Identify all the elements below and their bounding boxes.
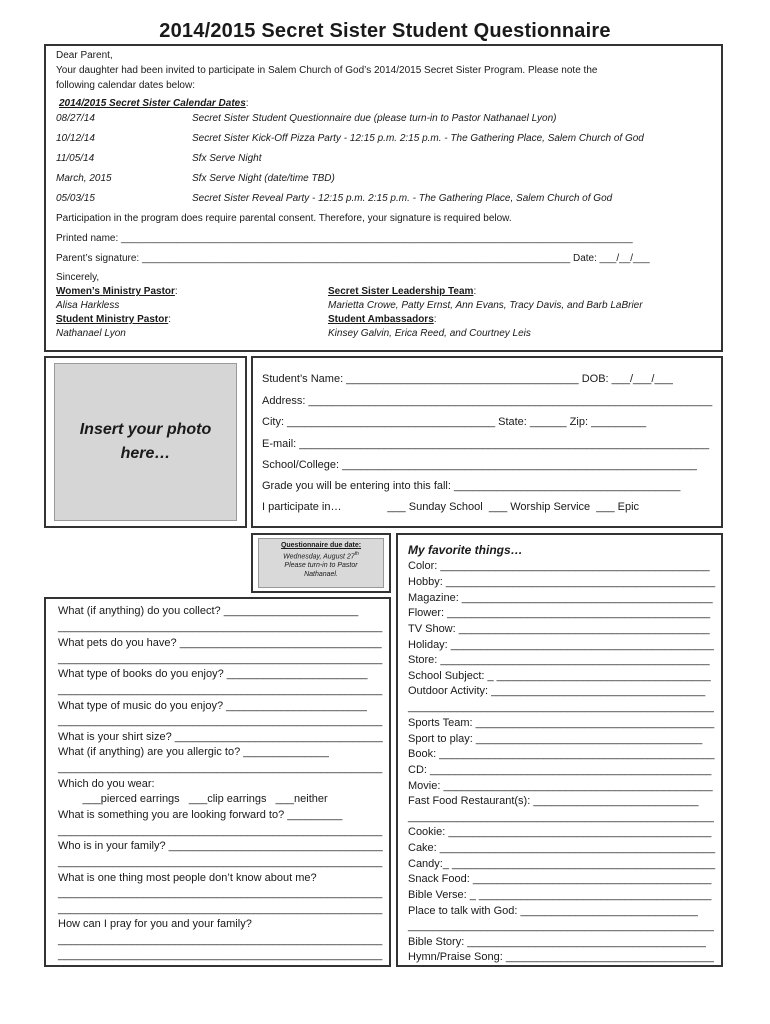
- consent-text: Participation in the program does require parental consent. Therefore, your signature is required below.: [56, 213, 512, 224]
- favorite-item[interactable]: Cookie: ___________________________________________: [408, 826, 712, 838]
- favorite-item[interactable]: Holiday: ___________________________________________: [408, 639, 714, 651]
- question-line[interactable]: _____________________________________________________: [58, 934, 383, 946]
- question-line[interactable]: What type of music do you enjoy? _______________________: [58, 700, 367, 712]
- event-date: March, 2015: [56, 173, 112, 184]
- question-line[interactable]: _____________________________________________________: [58, 887, 383, 899]
- question-line: What is one thing most people don’t know about me?: [58, 872, 317, 884]
- due-date-line3: Please turn-in to Pastor: [284, 562, 358, 570]
- favorite-item[interactable]: __________________________________________________: [408, 701, 714, 713]
- womens-pastor-label-text: Women’s Ministry Pastor: [56, 286, 175, 297]
- ambassadors-names: Kinsey Galvin, Erica Reed, and Courtney Leis: [328, 328, 531, 339]
- favorite-item[interactable]: Cake: _____________________________________________: [408, 842, 716, 854]
- student-pastor-label: [56, 314, 171, 325]
- question-line[interactable]: What is something you are looking forward to? _________: [58, 809, 343, 821]
- event-text: Secret Sister Reveal Party - 12:15 p.m. 2:15 p.m. - The Gathering Place, Salem Church of God: [192, 193, 613, 204]
- due-date-text: Wednesday, August 27: [283, 553, 355, 561]
- photo-line2: here…: [120, 445, 171, 462]
- event-date: 10/12/14: [56, 133, 95, 144]
- womens-pastor-label: [56, 286, 178, 297]
- calendar-heading-colon: :: [245, 98, 249, 109]
- calendar-heading-text: 2014/2015 Secret Sister Calendar Dates: [59, 98, 246, 109]
- student-name-field[interactable]: Student’s Name: ______________________________________ DOB: ___/___/___: [262, 373, 673, 385]
- label-colon: :: [433, 314, 437, 325]
- question-line[interactable]: _____________________________________________________: [58, 621, 383, 633]
- photo-placeholder[interactable]: [54, 363, 237, 521]
- favorite-item[interactable]: Magazine: _________________________________________: [408, 592, 713, 604]
- student-pastor-label-text: Student Ministry Pastor: [56, 314, 169, 325]
- event-text: Sfx Serve Night (date/time TBD): [192, 173, 335, 184]
- favorite-item[interactable]: Hymn/Praise Song: __________________________________: [408, 951, 714, 963]
- favorite-item[interactable]: Hobby: ____________________________________________: [408, 576, 716, 588]
- question-line[interactable]: What pets do you have? _________________________________: [58, 637, 382, 649]
- grade-field[interactable]: Grade you will be entering into this fall: _____________________________________: [262, 480, 681, 492]
- favorite-item[interactable]: __________________________________________________: [408, 811, 714, 823]
- question-line[interactable]: _____________________________________________________: [58, 762, 383, 774]
- question-line[interactable]: What type of books do you enjoy? _______________________: [58, 668, 368, 680]
- event-text: Secret Sister Kick-Off Pizza Party - 12:15 p.m. 2:15 p.m. - The Gathering Place, Salem Church of God: [192, 133, 644, 144]
- question-line: How can I pray for you and your family?: [58, 918, 252, 930]
- leadership-names: Marietta Crowe, Patty Ernst, Ann Evans, Tracy Davis, and Barb LaBrier: [328, 300, 643, 311]
- sincerely: Sincerely,: [56, 272, 100, 283]
- city-state-zip-field[interactable]: City: __________________________________ State: ______ Zip: _________: [262, 416, 647, 428]
- favorite-item[interactable]: Fast Food Restaurant(s): ___________________________: [408, 795, 699, 807]
- event-date: 11/05/14: [56, 153, 95, 164]
- favorite-item[interactable]: Bible Story: _______________________________________: [408, 936, 706, 948]
- letter-intro-line1: Your daughter had been invited to participate in Salem Church of God’s 2014/2015 Secret Sister Program. Please note the: [56, 65, 598, 76]
- photo-box: [44, 356, 247, 528]
- photo-line1: Insert your photo: [79, 421, 212, 438]
- question-line: Which do you wear:: [58, 778, 155, 790]
- question-line[interactable]: _____________________________________________________: [58, 903, 383, 915]
- label-colon: :: [174, 286, 178, 297]
- question-line[interactable]: Who is in your family? ___________________________________: [58, 840, 383, 852]
- due-date-line4: Nathanael.: [304, 571, 338, 579]
- parent-signature-field[interactable]: Parent’s signature: _____________________________________________________________________________ Date: ___/__/___: [56, 253, 650, 264]
- question-line[interactable]: What (if anything) are you allergic to? ______________: [58, 746, 329, 758]
- due-date-panel: [258, 538, 384, 588]
- favorite-item[interactable]: Flower: ___________________________________________: [408, 607, 711, 619]
- favorite-item[interactable]: Sport to play: _____________________________________: [408, 733, 703, 745]
- favorites-heading: My favorite things…: [408, 543, 523, 557]
- favorite-item[interactable]: Sports Team: _______________________________________: [408, 717, 715, 729]
- favorite-item[interactable]: Snack Food: _______________________________________: [408, 873, 712, 885]
- favorite-item[interactable]: __________________________________________________: [408, 920, 714, 932]
- favorite-item[interactable]: Bible Verse: _ ______________________________________: [408, 889, 712, 901]
- event-text: Secret Sister Student Questionnaire due (please turn-in to Pastor Nathanael Lyon): [192, 113, 557, 124]
- favorite-item[interactable]: Movie: ____________________________________________: [408, 780, 713, 792]
- favorite-item[interactable]: Color: ____________________________________________: [408, 560, 710, 572]
- letter-greeting: Dear Parent,: [56, 50, 113, 61]
- event-text: Sfx Serve Night: [192, 153, 262, 164]
- question-line[interactable]: What is your shirt size? __________________________________: [58, 731, 383, 743]
- student-info-box: [251, 356, 723, 528]
- womens-pastor-name: Alisa Harkless: [56, 300, 120, 311]
- page-title: 2014/2015 Secret Sister Student Questionnaire: [159, 20, 611, 42]
- favorites-box: [396, 533, 723, 967]
- participation-field[interactable]: I participate in… ___ Sunday School ___ Worship Service ___ Epic: [262, 501, 640, 513]
- ambassadors-label: [328, 314, 437, 325]
- question-line[interactable]: _____________________________________________________: [58, 949, 383, 961]
- label-colon: :: [473, 286, 477, 297]
- school-field[interactable]: School/College: __________________________________________________________: [262, 459, 697, 471]
- email-field[interactable]: E-mail: ___________________________________________________________________: [262, 438, 710, 450]
- question-line[interactable]: _____________________________________________________: [58, 715, 383, 727]
- favorite-item[interactable]: School Subject: _ ___________________________________: [408, 670, 711, 682]
- favorite-item[interactable]: CD: ______________________________________________: [408, 764, 712, 776]
- favorite-item[interactable]: TV Show: _________________________________________: [408, 623, 710, 635]
- favorite-item[interactable]: Outdoor Activity: ___________________________________: [408, 685, 706, 697]
- ambassadors-label-text: Student Ambassadors: [328, 314, 434, 325]
- question-line[interactable]: _____________________________________________________: [58, 856, 383, 868]
- due-date-heading: Questionnaire due date:: [280, 542, 362, 549]
- letter-intro-line2: following calendar dates below:: [56, 80, 195, 91]
- label-colon: :: [168, 314, 172, 325]
- event-date: 08/27/14: [56, 113, 95, 124]
- student-pastor-name: Nathanael Lyon: [56, 328, 126, 339]
- parent-letter-box: [44, 44, 723, 352]
- favorite-item[interactable]: Book: _____________________________________________: [408, 748, 715, 760]
- question-line[interactable]: _____________________________________________________: [58, 653, 383, 665]
- favorite-item[interactable]: Candy:_ ___________________________________________: [408, 858, 716, 870]
- earring-options[interactable]: ___pierced earrings ___clip earrings ___neither: [58, 793, 328, 805]
- questions-box: [44, 597, 391, 967]
- question-line[interactable]: _____________________________________________________: [58, 825, 383, 837]
- due-date-line2: [259, 551, 383, 560]
- due-date-box: [251, 533, 391, 593]
- address-field[interactable]: Address: __________________________________________________________________: [262, 395, 713, 407]
- calendar-heading: [59, 98, 249, 109]
- leadership-label: [328, 286, 476, 297]
- favorite-item[interactable]: Place to talk with God: _____________________________: [408, 905, 698, 917]
- question-line[interactable]: What (if anything) do you collect? ______________________: [58, 605, 359, 617]
- favorite-item[interactable]: Store: ____________________________________________: [408, 654, 710, 666]
- photo-placeholder-label: [66, 418, 226, 466]
- leadership-label-text: Secret Sister Leadership Team: [328, 286, 474, 297]
- event-date: 05/03/15: [56, 193, 95, 204]
- due-date-suffix: th: [354, 551, 359, 557]
- question-line[interactable]: _____________________________________________________: [58, 684, 383, 696]
- printed-name-field[interactable]: Printed name: ____________________________________________________________________________________________: [56, 233, 633, 244]
